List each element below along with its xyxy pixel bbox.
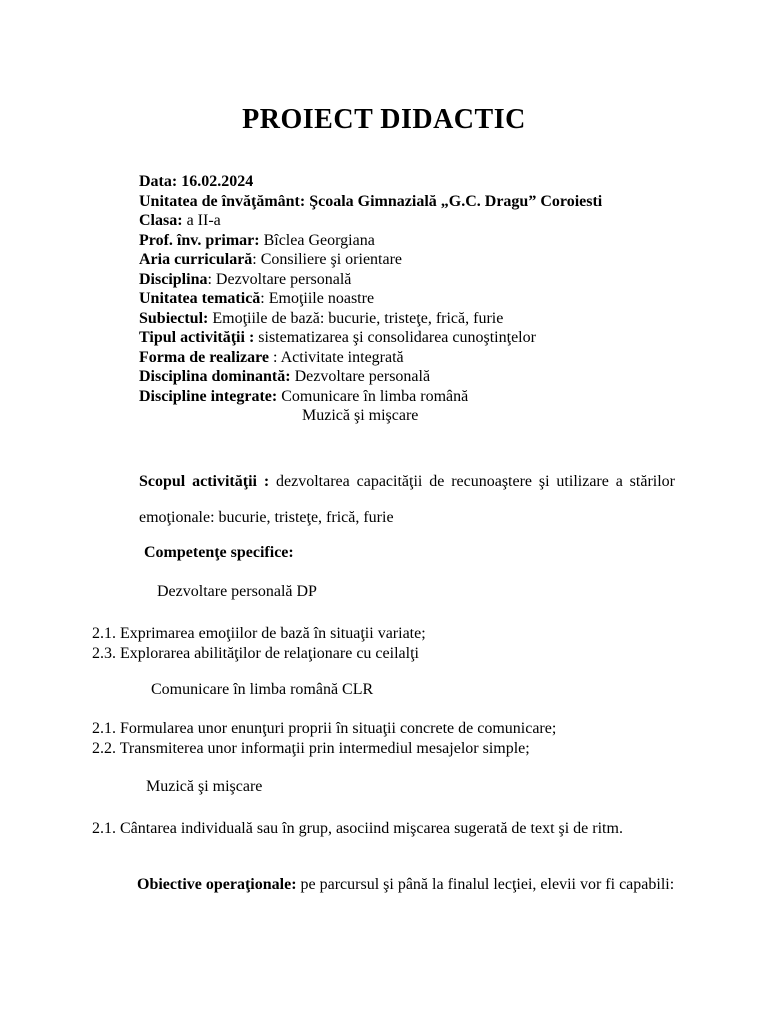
list-item: 2.1. Formularea unor enunţuri proprii în situaţii concrete de comunicare; [92, 720, 557, 737]
clr-heading: Comunicare în limba română CLR [151, 681, 374, 698]
dp-heading: Dezvoltare personală DP [157, 583, 317, 600]
lesson-info-block [139, 172, 602, 426]
info-row-discipline: Disciplina: Dezvoltare personală [139, 270, 352, 288]
dp-list [92, 624, 426, 664]
operational-objectives: Obiective operaţionale: pe parcursul şi până la finalul lecţiei, elevii vor fi capabili: [137, 876, 675, 893]
competences-heading: Competenţe specifice: [144, 544, 294, 561]
info-row-subject: Subiectul: Emoţiile de bază: bucurie, tristeţe, frică, furie [139, 309, 504, 327]
info-row-thematic-unit: Unitatea tematică: Emoţiile noastre [139, 290, 375, 307]
list-item: 2.2. Transmiterea unor informaţii prin intermediul mesajelor simple; [92, 740, 530, 757]
info-row-school: Unitatea de învăţământ: Şcoala Gimnazială „G.C. Dragu” Coroiesti [139, 192, 603, 210]
info-row-curricular-area: Aria curriculară: Consiliere şi orientare [139, 251, 403, 268]
info-row-teacher: Prof. înv. primar: Bîclea Georgiana [139, 231, 375, 249]
mm-item: 2.1. Cântarea individuală sau în grup, asociind mişcarea sugerată de text şi de ritm. [92, 820, 623, 837]
list-item: 2.1. Exprimarea emoţiilor de bază în situaţii variate; [92, 625, 426, 642]
info-row-activity-type: Tipul activităţii : sistematizarea şi consolidarea cunoştinţelor [139, 329, 536, 346]
info-row-class: Clasa: a II-a [139, 212, 221, 229]
list-item: 2.3. Explorarea abilităţilor de relaţionare cu ceilalţi [92, 645, 419, 662]
info-row-date: Data: 16.02.2024 [139, 173, 254, 190]
mm-heading: Muzică şi mişcare [146, 778, 263, 795]
info-row-dominant-discipline: Disciplina dominantă: Dezvoltare personală [139, 368, 431, 385]
info-row-integrated-disciplines: Discipline integrate: Comunicare în limba română [139, 387, 469, 405]
page-title: PROIECT DIDACTIC [242, 104, 526, 135]
activity-scope: Scopul activităţii : dezvoltarea capacităţii de recunoaştere şi utilizare a stărilor emoţionale: bucurie, tristeţe, frică, furie [139, 473, 676, 526]
info-row-integrated-continuation: Muzică şi mişcare [302, 407, 419, 424]
clr-list [92, 719, 556, 759]
info-row-form: Forma de realizare : Activitate integrată [139, 348, 404, 366]
